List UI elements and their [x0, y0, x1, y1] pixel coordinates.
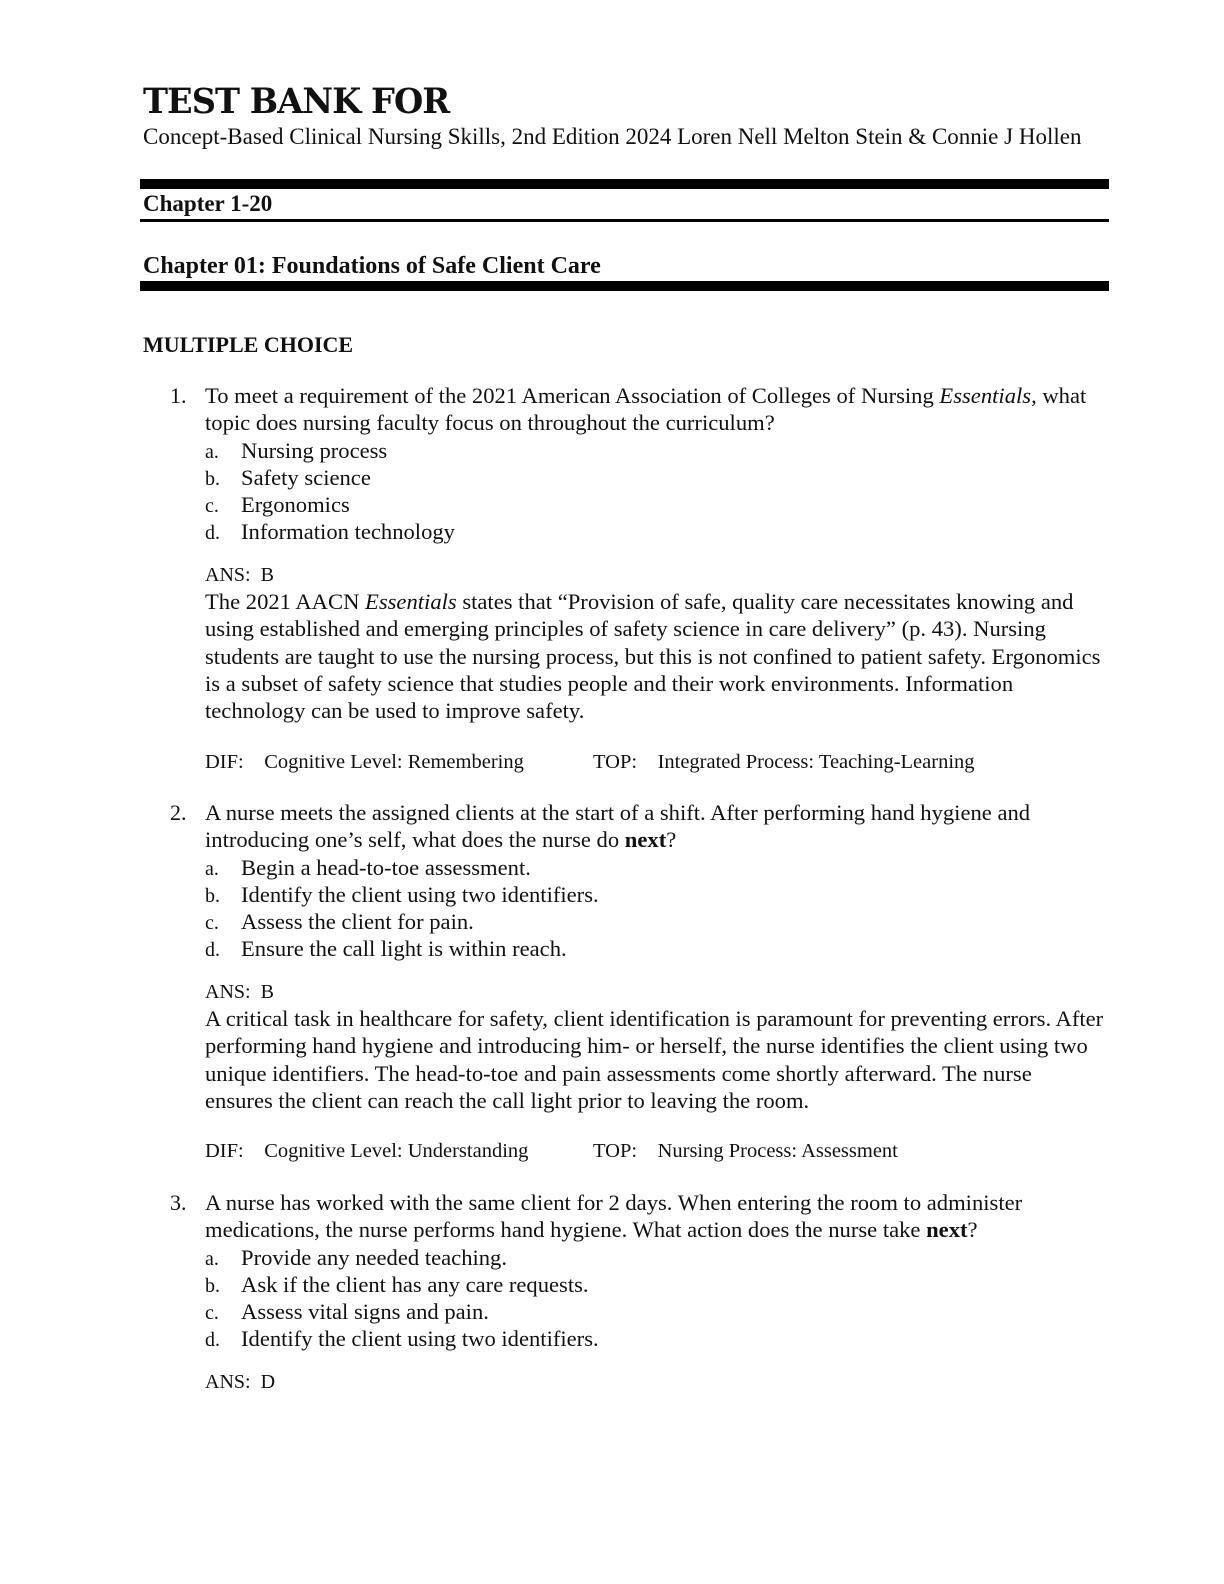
question-number: 3. [170, 1190, 187, 1215]
dif-value: Cognitive Level: Understanding [264, 1140, 529, 1162]
question-stem: A nurse meets the assigned clients at the start of a shift. After performing hand hygiene and introducing one’s self, what does the nurse do next? [205, 800, 1031, 852]
option-c: c. Assess the client for pain. [205, 909, 474, 934]
option-c: c. Ergonomics [205, 492, 350, 517]
question-stem: A nurse has worked with the same client for 2 days. When entering the room to administer medications, the nurse performs hand hygiene. What action does the nurse take next? [205, 1190, 1023, 1242]
chapter-range: Chapter 1-20 [143, 191, 273, 216]
option-c: c. Assess vital signs and pain. [205, 1299, 489, 1324]
thick-divider [140, 179, 1109, 189]
question-number: 1. [170, 383, 187, 408]
top-value: Nursing Process: Assessment [657, 1140, 898, 1162]
option-b: b. Safety science [205, 465, 371, 490]
dif-value: Cognitive Level: Remembering [264, 751, 524, 773]
banner-title: TEST BANK FOR [143, 81, 450, 122]
metadata-line: DIF: Cognitive Level: Understanding TOP: Nursing Process: Assessment [205, 1140, 898, 1162]
answer-value: D [260, 1371, 276, 1393]
answer-line: ANS: B [205, 564, 274, 586]
option-a: a. Provide any needed teaching. [205, 1245, 508, 1270]
option-d: d. Information technology [205, 519, 455, 544]
chapter-title: Chapter 01: Foundations of Safe Client Care [143, 253, 601, 279]
top-value: Integrated Process: Teaching-Learning [657, 751, 975, 773]
chapter-divider [140, 281, 1109, 291]
answer-value: B [260, 564, 274, 586]
answer-line: ANS: D [205, 1371, 276, 1393]
question-stem: To meet a requirement of the 2021 American Association of Colleges of Nursing Essentials, what topic does nursing faculty focus on throughout the curriculum? [205, 383, 1087, 435]
option-d: d. Identify the client using two identifiers. [205, 1326, 599, 1351]
option-b: b. Ask if the client has any care requests. [205, 1272, 589, 1297]
metadata-line: DIF: Cognitive Level: Remembering TOP: Integrated Process: Teaching-Learning [205, 751, 975, 773]
option-a: a. Nursing process [205, 438, 388, 463]
section-heading: MULTIPLE CHOICE [143, 332, 354, 357]
rationale: The 2021 AACN Essentials states that “Provision of safe, quality care necessitates knowing and using established and emerging principles of safety science in care delivery” (p. 43). Nursing students are taught to use the nursing process, but this is not confined to patient safety. Ergonomics is a subset of safety science that studies people and their work environments. Information technology can be used to improve safety. [205, 589, 1101, 724]
rationale: A critical task in healthcare for safety, client identification is paramount for preventing errors. After performing hand hygiene and introducing him- or herself, the nurse identifies the client using two unique identifiers. The head-to-toe and pain assessments come shortly afterward. The nurse ensures the client can reach the call light prior to leaving the room. [205, 1006, 1104, 1113]
option-b: b. Identify the client using two identifiers. [205, 882, 599, 907]
answer-line: ANS: B [205, 981, 274, 1003]
question-number: 2. [170, 800, 187, 825]
book-subtitle: Concept-Based Clinical Nursing Skills, 2nd Edition 2024 Loren Nell Melton Stein & Connie J Hollen [143, 124, 1082, 149]
option-d: d. Ensure the call light is within reach. [205, 936, 567, 961]
answer-value: B [260, 981, 274, 1003]
thin-divider [140, 219, 1109, 222]
option-a: a. Begin a head-to-toe assessment. [205, 855, 531, 880]
